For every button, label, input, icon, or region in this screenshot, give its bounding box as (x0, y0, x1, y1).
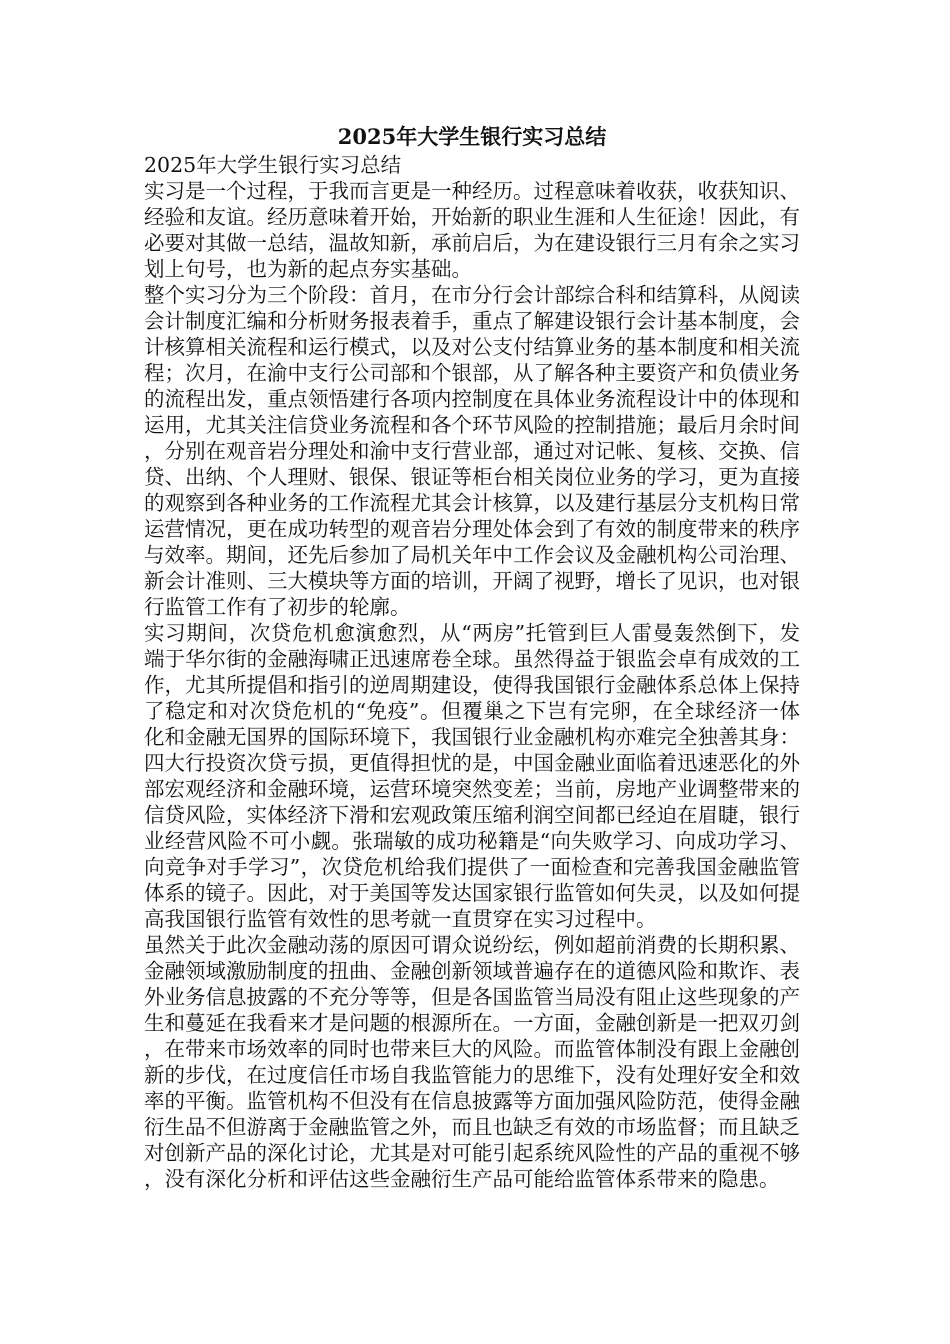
paragraph-2: 整个实习分为三个阶段：首月，在市分行会计部综合科和结算科，从阅读会计制度汇编和分析财务报表着手，重点了解建设银行会计基本制度，会计核算相关流程和运行模式，以及对公支付结算业务的基本制度和相关流程；次月，在渝中支行公司部和个银部，从了解各种主要资产和负债业务的流程出发，重点领悟建行各项内控制度在具体业务流程设计中的体现和运用，尤其关注信贷业务流程和各个环节风险的控制措施；最后月余时间，分别在观音岩分理处和渝中支行营业部，通过对记帐、复核、交换、信贷、出纳、个人理财、银保、银证等柜台相关岗位业务的学习，更为直接的观察到各种业务的工作流程尤其会计核算，以及建行基层分支机构日常运营情况，更在成功转型的观音岩分理处体会到了有效的制度带来的秩序与效率。期间，还先后参加了局机关年中工作会议及金融机构公司治理、新会计准则、三大模块等方面的培训，开阔了视野，增长了见识，也对银行监管工作有了初步的轮廓。 (144, 283, 800, 619)
paragraph-4: 虽然关于此次金融动荡的原因可谓众说纷纭，例如超前消费的长期积累、金融领域激励制度的扭曲、金融创新领域普遍存在的道德风险和欺诈、表外业务信息披露的不充分等等，但是各国监管当局没有阻止这些现象的产生和蔓延在我看来才是问题的根源所在。一方面，金融创新是一把双刃剑，在带来市场效率的同时也带来巨大的风险。而监管体制没有跟上金融创新的步伐，在过度信任市场自我监管能力的思维下，没有处理好安全和效率的平衡。监管机构不但没有在信息披露等方面加强风险防范，使得金融衍生品不但游离于金融监管之外，而且也缺乏有效的市场监督；而且缺乏对创新产品的深化讨论，尤其是对可能引起系统风险性的产品的重视不够，没有深化分析和评估这些金融衍生产品可能给监管体系带来的隐患。 (144, 933, 800, 1191)
paragraph-3: 实习期间，次贷危机愈演愈烈，从“两房”托管到巨人雷曼轰然倒下，发端于华尔街的金融海啸正迅速席卷全球。虽然得益于银监会卓有成效的工作，尤其所提倡和指引的逆周期建设，使得我国银行金融体系总体上保持了稳定和对次贷危机的“免疫”。但覆巢之下岂有完卵，在全球经济一体化和金融无国界的国际环境下，我国银行业金融机构亦难完全独善其身：四大行投资次贷亏损，更值得担忧的是，中国金融业面临着迅速恶化的外部宏观经济和金融环境，运营环境突然变差；当前，房地产业调整带来的信贷风险，实体经济下滑和宏观政策压缩利润空间都已经迫在眉睫，银行业经营风险不可小觑。张瑞敏的成功秘籍是“向失败学习、向成功学习、向竞争对手学习”，次贷危机给我们提供了一面检查和完善我国金融监管体系的镜子。因此，对于美国等发达国家银行监管如何失灵，以及如何提高我国银行监管有效性的思考就一直贯穿在实习过程中。 (144, 621, 800, 931)
paragraph-1: 实习是一个过程，于我而言更是一种经历。过程意味着收获，收获知识、经验和友谊。经历意味着开始，开始新的职业生涯和人生征途！因此，有必要对其做一总结，温故知新，承前启后，为在建设银行三月有余之实习划上句号，也为新的起点夯实基础。 (144, 179, 800, 281)
document-subtitle: 2025年大学生银行实习总结 (144, 153, 402, 177)
document-body (144, 122, 800, 1192)
document-title: 2025年大学生银行实习总结 (337, 124, 607, 149)
